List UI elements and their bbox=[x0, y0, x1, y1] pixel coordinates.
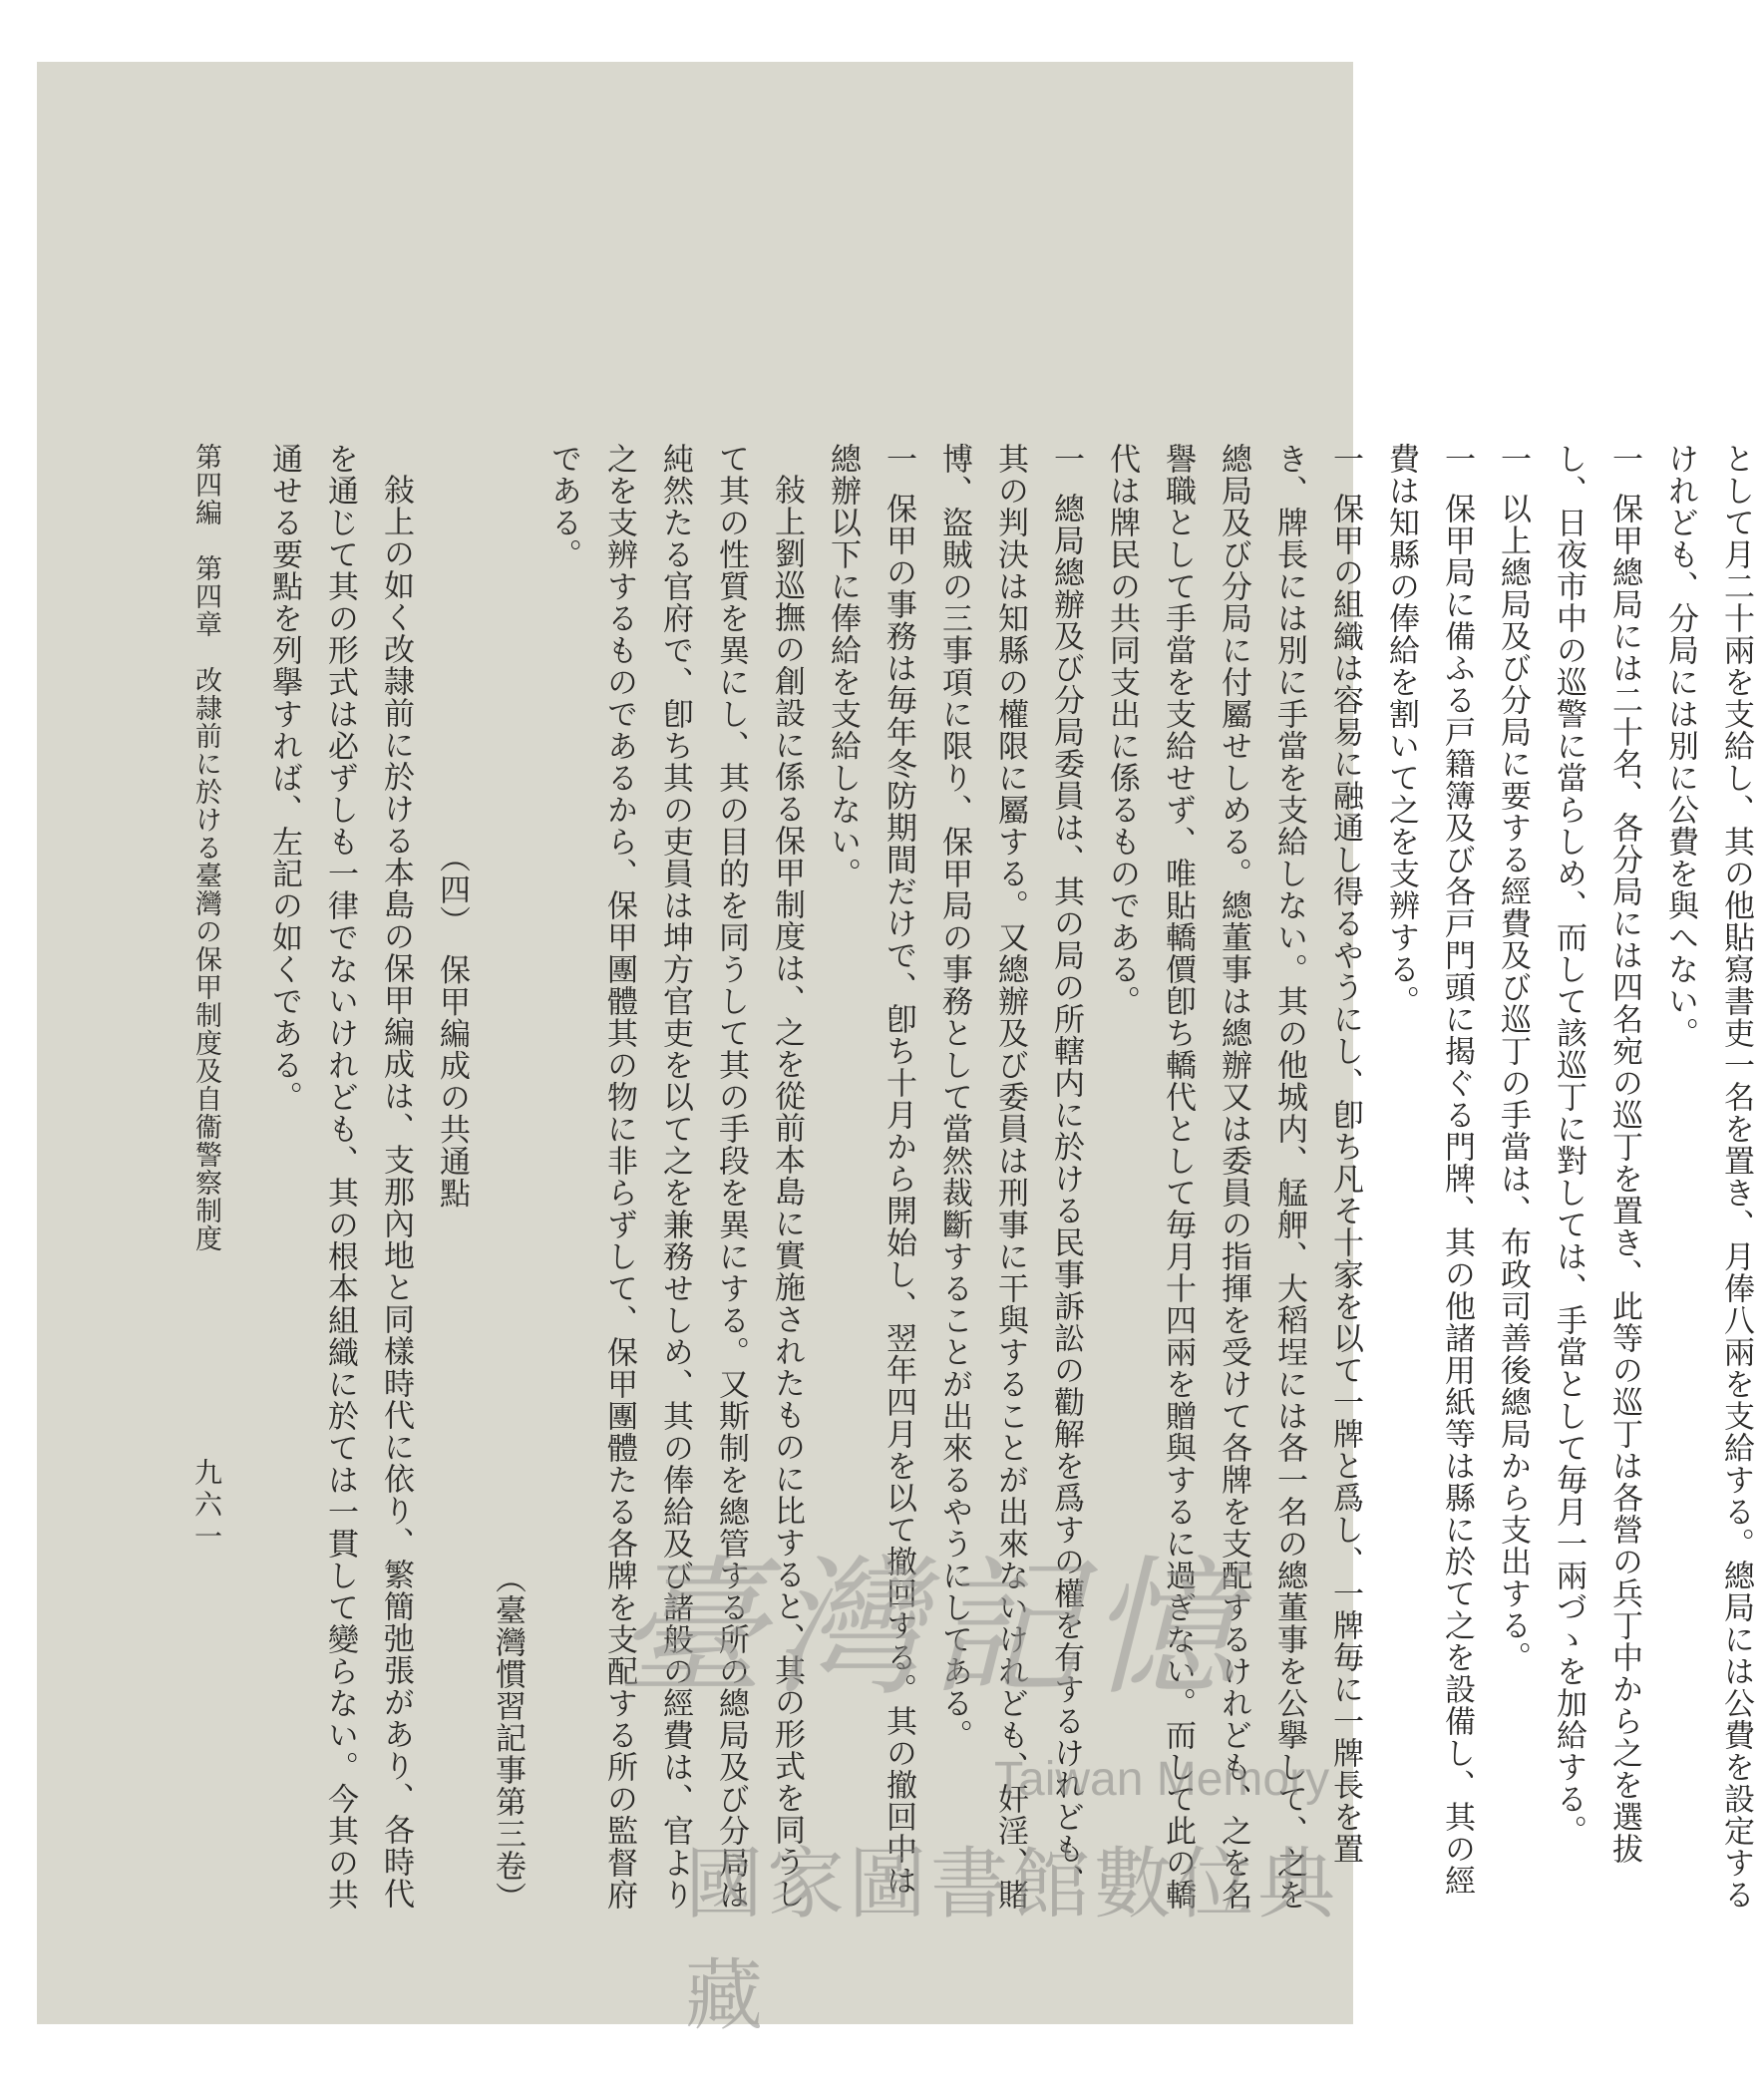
bullet-mark: 一 bbox=[1606, 443, 1642, 475]
page-number: 九六一 bbox=[190, 1458, 223, 1554]
closing-paragraph: 敍上の如く改隷前に於ける本島の保甲編成は、支那內地と同樣時代に依り、繁簡弛張があり、各時代を通じて其の形式は必ずしも一律でないけれども、其の根本組織に於ては一貫して變らない。今其の共通せる要點を列擧すれば、左記の如くである。 bbox=[266, 443, 414, 1911]
bullet-item bbox=[1373, 443, 1485, 1914]
bullet-mark: 一 bbox=[1495, 443, 1531, 475]
bullet-mark: 一 bbox=[1048, 443, 1084, 475]
bullet-text: 保甲の事務は毎年冬防期間だけで、卽ち十月から開始し、翌年四月を以て撤回する。其の撤回中は總辦以下に俸給を支給しない。 bbox=[825, 443, 916, 1897]
paragraph-continuation: として月二十兩を支給し、其の他貼寫書吏一名を置き、月俸八兩を支給する。總局には公費を設定するけれども、分局には別に公費を與へない。 bbox=[1662, 443, 1754, 1911]
bullet-text: 保甲總局には二十名、各分局には四名宛の巡丁を置き、此等の巡丁は各營の兵丁中から之を選拔し、日夜市中の巡警に當らしめ、而して該巡丁に對しては、手當として毎月一兩づゝを加給する。 bbox=[1551, 443, 1642, 1865]
bullet-text: 保甲の組織は容易に融通し得るやうにし、卽ち凡そ十家を以て一牌と爲し、一牌毎に一牌長を置き、牌長には別に手當を支給しない。其の他城内、艋舺、大稻埕には各一名の總董事を公擧して、之を總局及び分局に付屬せしめる。總董事は總辦又は委員の指揮を受けて各牌を支配するけれども、之を名譽職として手當を支給せず、唯貼轎價卽ち轎代として毎月十四兩を贈與するに過ぎない。而して此の轎代は牌民の共同支出に係るものである。 bbox=[1104, 443, 1363, 1911]
watermark-chinese: 國家圖書館數位典藏 bbox=[685, 1840, 1340, 2041]
bullet-mark: 一 bbox=[1439, 443, 1475, 475]
running-head: 第四編 第四章 改隷前に於ける臺灣の保甲制度及自衞警察制度 bbox=[190, 443, 221, 1252]
summary-paragraph: 敍上劉巡撫の創設に係る保甲制度は、之を從前本島に實施されたものに比すると、其の形式を同うして其の性質を異にし、其の目的を同うして其の手段を異にする。又斯制を總管する所の總局及び分局は純然たる官府で、卽ち其の吏員は坤方官吏を以て之を兼務せしめ、其の俸給及び諸般の經費は、官より之を支辨するものであるから、保甲團體其の物に非らずして、保甲團體たる各牌を支配する所の監督府である。 bbox=[545, 443, 805, 1911]
source-citation: （臺灣慣習記事第三卷） bbox=[490, 1563, 526, 1914]
bullet-item bbox=[1485, 443, 1541, 1914]
watermark bbox=[595, 1508, 1373, 2066]
bullet-text: 總局總辦及び分局委員は、其の局の所轄内に於ける民事訴訟の勸解を爲すの權を有するけれども、其の判決は知縣の權限に屬する。又總辦及び委員は刑事に干與することが出來ないけれども、奸淫、賭博、盜賊の三事項に限り、保甲局の事務として當然裁斷することが出來るやうにしてある。 bbox=[936, 443, 1084, 1911]
bullet-text: 以上總局及び分局に要する經費及び巡丁の手當は、布政司善後總局から支出する。 bbox=[1495, 493, 1531, 1673]
scanned-page bbox=[37, 62, 1754, 2041]
watermark-logo: 臺灣記憶 bbox=[615, 1543, 1246, 1716]
bullet-text: 保甲局に備ふる戸籍簿及び各戸門頭に揭ぐる門牌、其の他諸用紙等は縣に於て之を設備し、其の經費は知縣の俸給を割いて之を支辨する。 bbox=[1383, 443, 1475, 1897]
bullet-item bbox=[1541, 443, 1652, 1914]
bullet-mark: 一 bbox=[881, 443, 916, 475]
section-heading: （四） 保甲編成の共通點 bbox=[434, 842, 470, 1210]
bullet-mark: 一 bbox=[1327, 443, 1363, 475]
watermark-english: Taiwan Memory bbox=[994, 1753, 1330, 1806]
